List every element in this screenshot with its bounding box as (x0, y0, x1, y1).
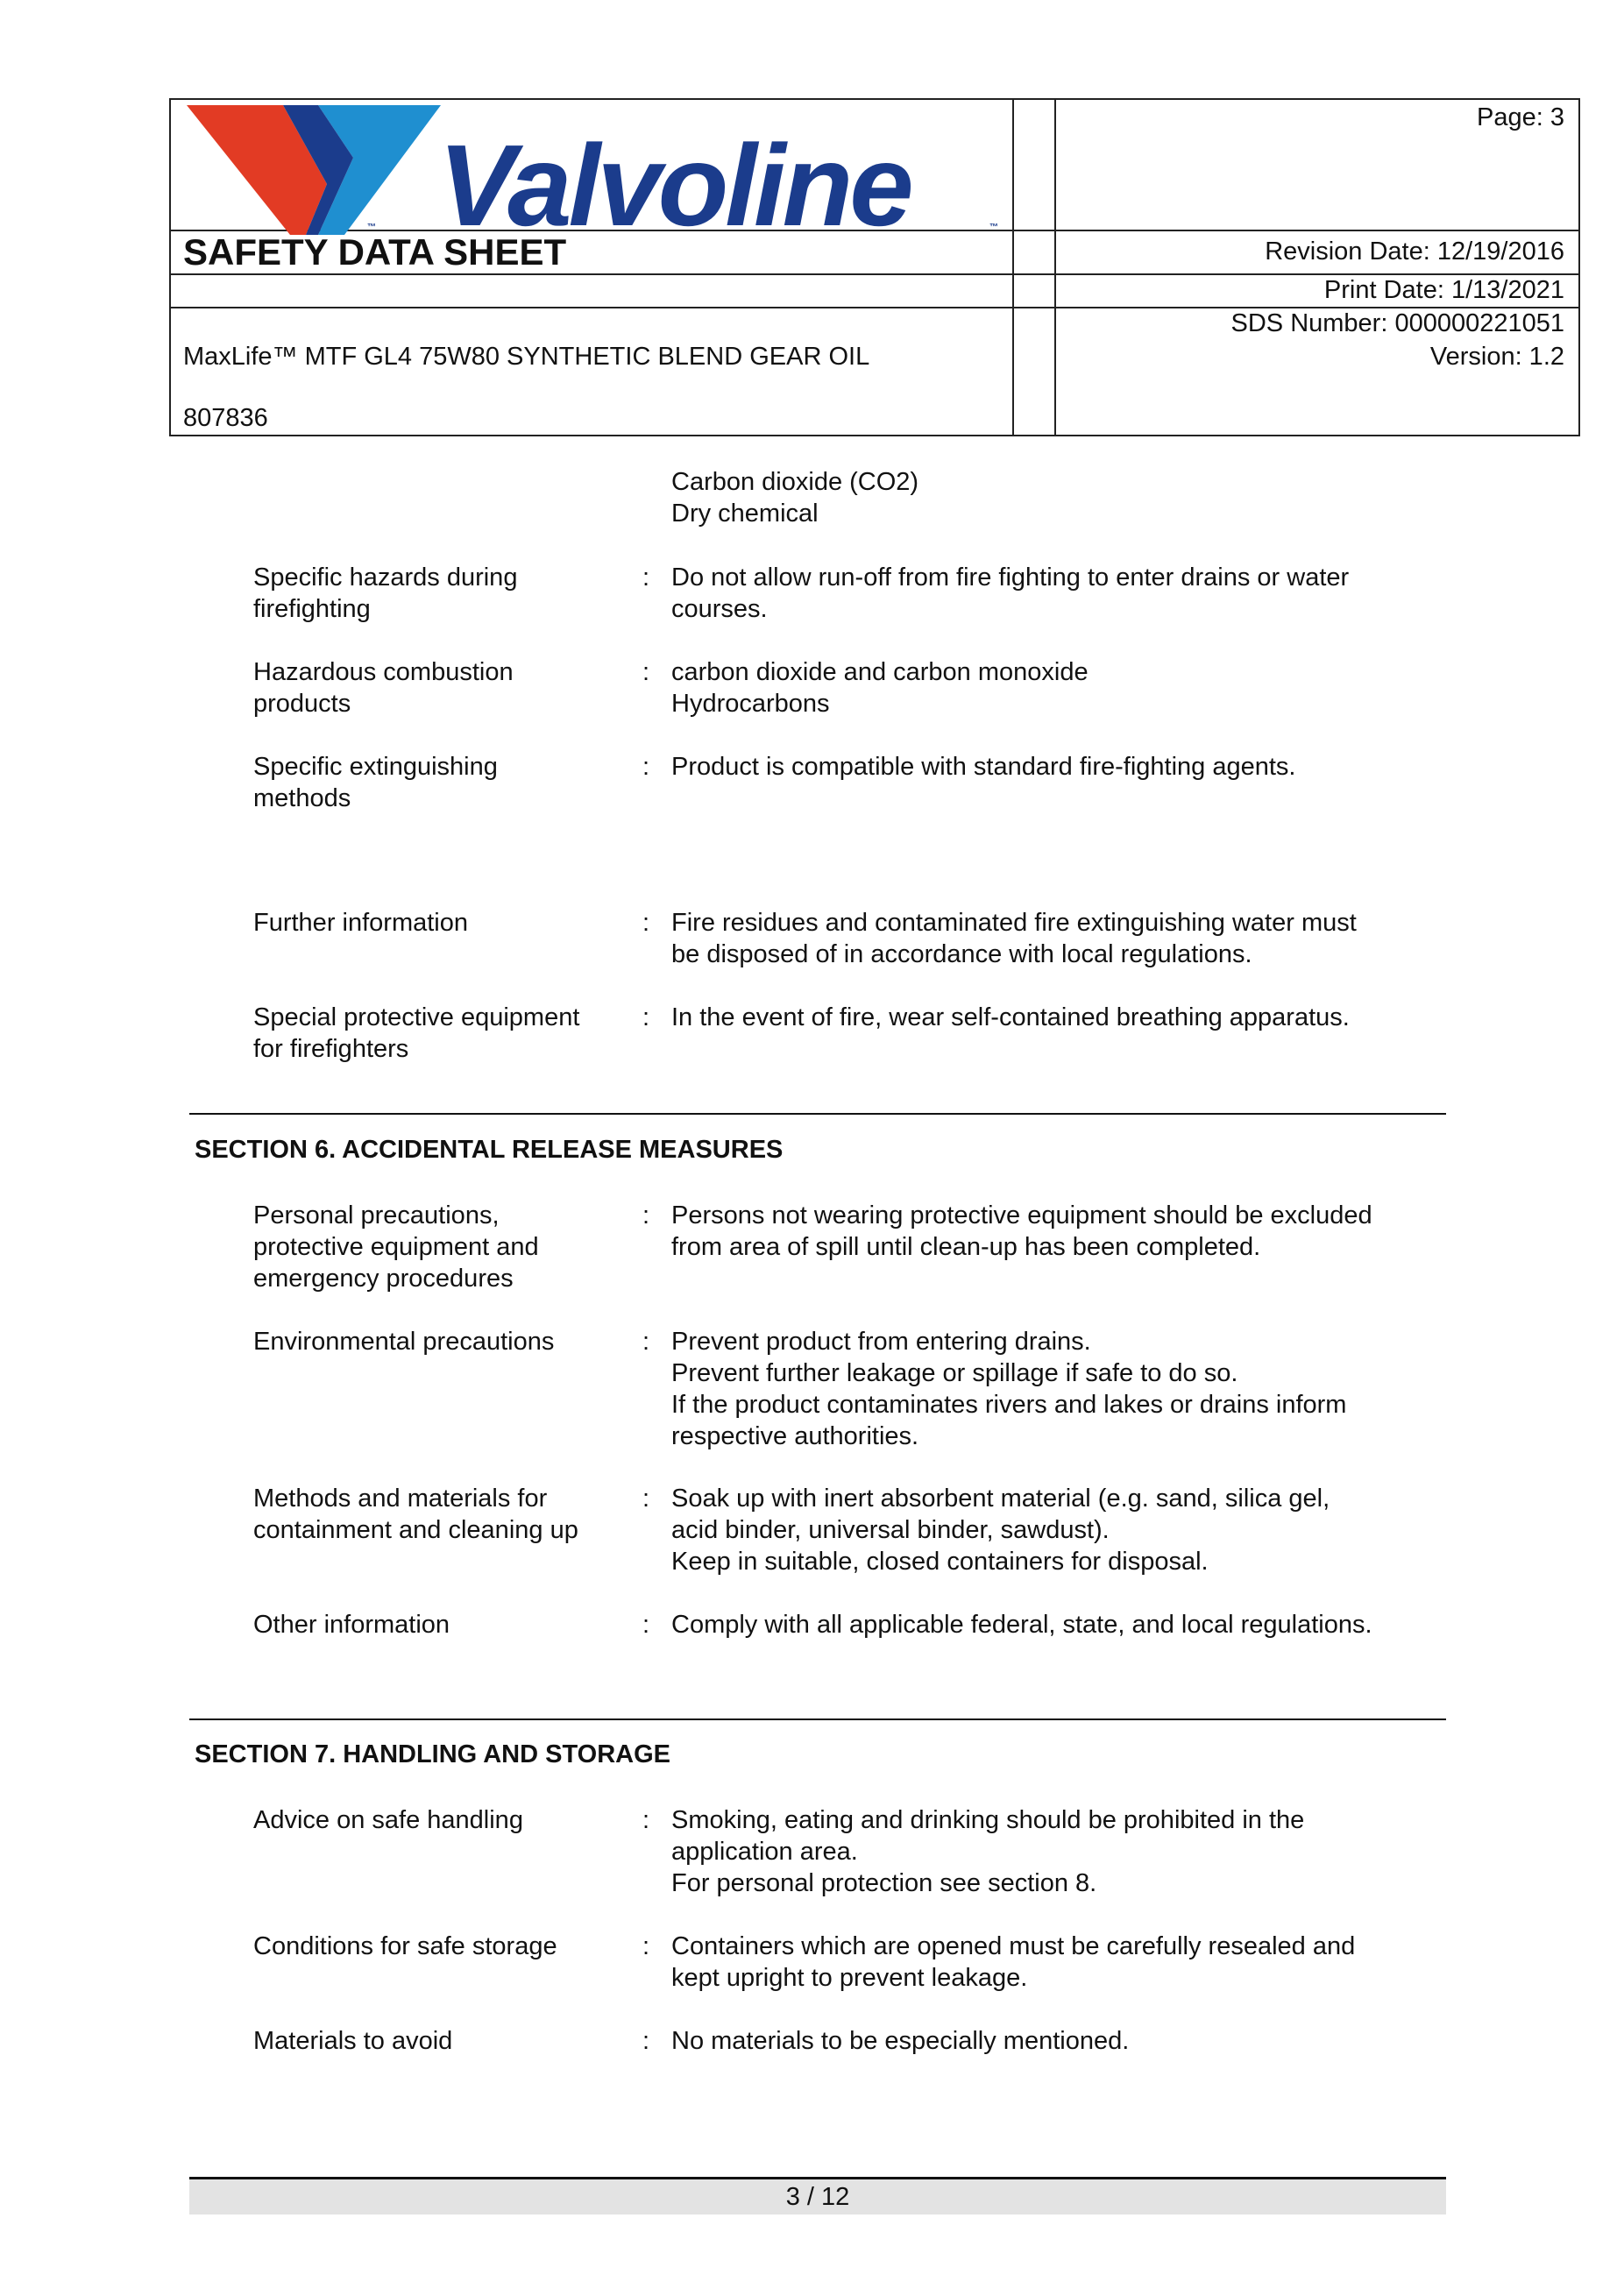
row-value: Containers which are opened must be carefully resealed and kept upright to prevent leakage. (671, 1932, 1356, 1992)
row-label: Special protective equipment for firefighters (253, 1003, 580, 1063)
row-colon: : (642, 1611, 650, 1639)
section-divider (189, 1113, 1446, 1115)
revision-date: Revision Date: 12/19/2016 (1265, 237, 1564, 266)
print-date: Print Date: 1/13/2021 (1323, 276, 1564, 304)
row-value: Smoking, eating and drinking should be prohibited in the application area. For personal protection see section 8. (671, 1806, 1305, 1897)
row-label: Conditions for safe storage (253, 1932, 557, 1960)
row-value: Product is compatible with standard fire-fighting agents. (671, 753, 1296, 781)
row-label: Methods and materials for containment and cleaning up (253, 1485, 578, 1544)
row-value: Soak up with inert absorbent material (e.g. sand, silica gel, acid binder, universal binder, sawdust). Keep in suitable, closed containers for disposal. (671, 1485, 1330, 1576)
trademark-mark: ™ (989, 223, 998, 232)
page-count: 3 / 12 (785, 2183, 850, 2211)
row-colon: : (642, 753, 650, 781)
row-label: Environmental precautions (253, 1328, 555, 1356)
row-colon: : (642, 909, 650, 937)
section-6-title: SECTION 6. ACCIDENTAL RELEASE MEASURES (195, 1136, 784, 1164)
row-label: Materials to avoid (253, 2027, 453, 2055)
row-value: No materials to be especially mentioned. (671, 2027, 1130, 2055)
row-value: In the event of fire, wear self-contained breathing apparatus. (671, 1003, 1350, 1031)
product-code: 807836 (183, 404, 268, 432)
header-divider (1054, 100, 1056, 435)
version: Version: 1.2 (1429, 343, 1564, 371)
row-label: Other information (253, 1611, 450, 1639)
row-value: Do not allow run-off from fire fighting to enter drains or water courses. (671, 563, 1350, 623)
row-value: Prevent product from entering drains. Prevent further leakage or spillage if safe to do so. If the product contaminates rivers and lakes or drains inform respective authorities. (671, 1328, 1347, 1450)
row-colon: : (642, 1003, 650, 1031)
sds-number: SDS Number: 000000221051 (1230, 309, 1564, 337)
header-table (169, 98, 1580, 436)
extinguishing-media-continued: Carbon dioxide (CO2) Dry chemical (671, 468, 919, 528)
row-colon: : (642, 1806, 650, 1834)
row-value: Comply with all applicable federal, state, and local regulations. (671, 1611, 1372, 1639)
row-value: Persons not wearing protective equipment should be excluded from area of spill until clean-up has been completed. (671, 1201, 1372, 1261)
row-label: Specific extinguishing methods (253, 753, 498, 812)
product-name: MaxLife™ MTF GL4 75W80 SYNTHETIC BLEND GEAR OIL (183, 343, 870, 371)
row-label: Hazardous combustion products (253, 658, 514, 718)
row-colon: : (642, 1328, 650, 1356)
doc-title: SAFETY DATA SHEET (183, 231, 567, 273)
trademark-mark: ™ (367, 223, 376, 232)
row-label: Advice on safe handling (253, 1806, 523, 1834)
section-divider (189, 1718, 1446, 1720)
row-colon: : (642, 1201, 650, 1229)
row-value: carbon dioxide and carbon monoxide Hydrocarbons (671, 658, 1089, 718)
row-colon: : (642, 1485, 650, 1513)
row-colon: : (642, 1932, 650, 1960)
row-label: Specific hazards during firefighting (253, 563, 518, 623)
valvoline-wordmark: Valvoline (438, 121, 911, 250)
row-colon: : (642, 2027, 650, 2055)
row-label: Further information (253, 909, 468, 937)
page-footer (189, 2177, 1446, 2215)
row-label: Personal precautions, protective equipment and emergency procedures (253, 1201, 539, 1293)
section-7-title: SECTION 7. HANDLING AND STORAGE (195, 1740, 670, 1768)
header-divider (1012, 100, 1014, 435)
row-colon: : (642, 563, 650, 592)
row-value: Fire residues and contaminated fire extinguishing water must be disposed of in accordance with local regulations. (671, 909, 1357, 968)
valvoline-v-mark-icon (187, 105, 441, 235)
row-colon: : (642, 658, 650, 686)
page-number: Page: 3 (1477, 103, 1564, 131)
